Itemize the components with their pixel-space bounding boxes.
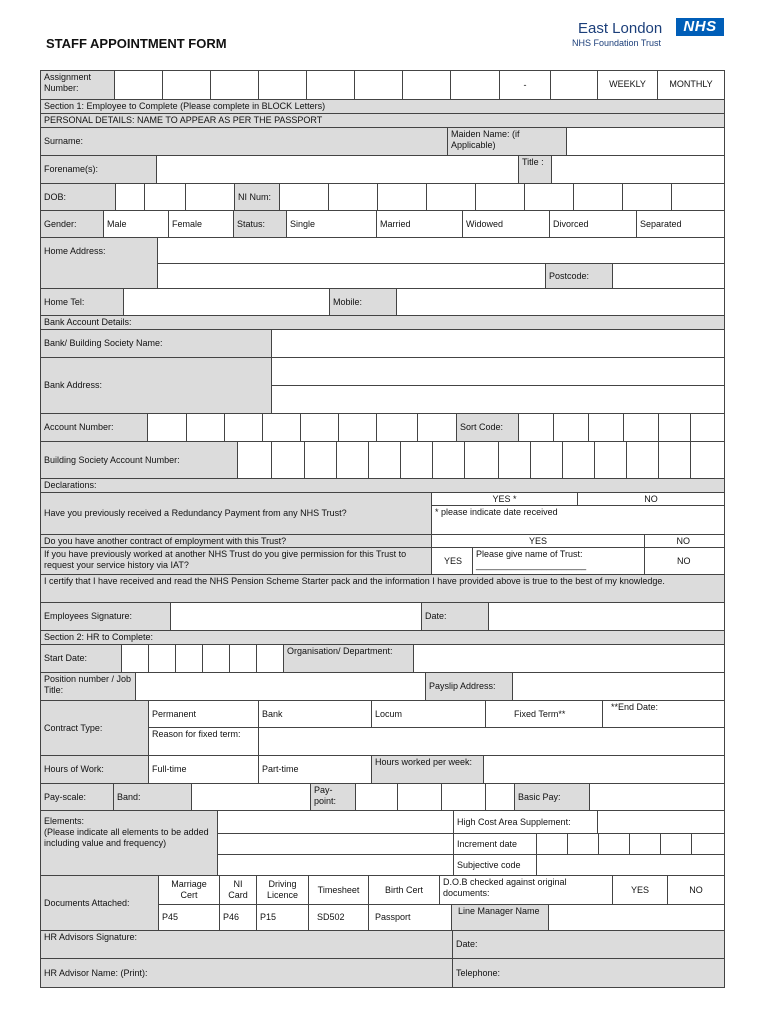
forenames-label: Forename(s): xyxy=(40,155,157,184)
assignment-box[interactable] xyxy=(162,70,211,100)
doc-timesheet[interactable]: Timesheet xyxy=(308,875,369,905)
home-address-line2[interactable] xyxy=(157,263,546,289)
ni-box[interactable] xyxy=(377,183,427,211)
start-date-label: Start Date: xyxy=(40,644,122,673)
part-time-option[interactable]: Part-time xyxy=(258,755,372,784)
bs-account-box[interactable] xyxy=(530,441,563,479)
start-date-box[interactable] xyxy=(202,644,230,673)
organisation-label: Organisation/ Department: xyxy=(283,644,414,673)
dob-box[interactable] xyxy=(144,183,186,211)
end-date-field[interactable]: **End Date: xyxy=(602,700,725,728)
employee-signature-field[interactable] xyxy=(170,602,422,631)
hr-date-label: Date: xyxy=(452,930,725,959)
trust-name-line: ______________________ xyxy=(476,560,587,570)
elements-field[interactable] xyxy=(217,833,454,855)
hours-per-week-label: Hours worked per week: xyxy=(371,755,484,784)
bs-account-box[interactable] xyxy=(464,441,499,479)
assignment-box[interactable] xyxy=(550,70,598,100)
bank-name-field[interactable] xyxy=(271,329,725,358)
q-permission: If you have previously worked at another NHS Trust do you give permission for this Trust to request your service history via IAT? xyxy=(40,547,432,575)
pay-point-box[interactable] xyxy=(441,783,486,811)
high-cost-label: High Cost Area Supplement: xyxy=(453,810,598,834)
locum-option[interactable]: Locum xyxy=(371,700,486,728)
doc-ni-card[interactable]: NI Card xyxy=(219,875,257,905)
certify-statement: I certify that I have received and read the NHS Pension Scheme Starter pack and the information I have provided above is true to the best of my knowledge. xyxy=(40,574,725,603)
status-label: Status: xyxy=(233,210,287,238)
dob-label: DOB: xyxy=(40,183,116,211)
ni-box[interactable] xyxy=(573,183,623,211)
married-option[interactable]: Married xyxy=(376,210,463,238)
another-contract-no[interactable]: NO xyxy=(644,534,725,548)
section2-heading: Section 2: HR to Complete: xyxy=(40,630,725,645)
assignment-dash: - xyxy=(499,70,551,100)
trust-name-box[interactable] xyxy=(472,547,645,575)
account-box[interactable] xyxy=(186,413,225,442)
mobile-field[interactable] xyxy=(396,288,725,316)
surname-label: Surname: xyxy=(40,127,448,156)
home-tel-field[interactable] xyxy=(123,288,330,316)
ni-box[interactable] xyxy=(475,183,525,211)
start-date-box[interactable] xyxy=(175,644,203,673)
position-label: Position number / Job Title: xyxy=(40,672,136,701)
hr-name-label: HR Advisor Name: (Print): xyxy=(40,958,453,988)
bank-option[interactable]: Bank xyxy=(258,700,372,728)
permission-no[interactable]: NO xyxy=(644,547,725,575)
sort-code-box[interactable] xyxy=(690,413,725,442)
bank-address-line2[interactable] xyxy=(271,385,725,414)
line-manager-field[interactable] xyxy=(548,904,725,931)
single-option[interactable]: Single xyxy=(286,210,377,238)
weekly-option[interactable]: WEEKLY xyxy=(597,70,658,100)
increment-date-box[interactable] xyxy=(660,833,692,855)
bs-account-box[interactable] xyxy=(368,441,401,479)
nhs-badge: NHS xyxy=(676,18,724,36)
start-date-box[interactable] xyxy=(121,644,149,673)
fixed-term-option[interactable]: Fixed Term** xyxy=(485,700,603,728)
doc-p15[interactable]: P15 xyxy=(256,904,309,931)
start-date-box[interactable] xyxy=(229,644,257,673)
permission-yes[interactable]: YES xyxy=(431,547,473,575)
sort-code-box[interactable] xyxy=(588,413,624,442)
line-manager-label: Line Manager Name xyxy=(451,904,549,931)
assignment-box[interactable] xyxy=(306,70,355,100)
organisation-field[interactable] xyxy=(413,644,725,673)
doc-birth-cert[interactable]: Birth Cert xyxy=(368,875,440,905)
dob-box[interactable] xyxy=(115,183,145,211)
bank-address-line1[interactable] xyxy=(271,357,725,386)
subjective-code-label: Subjective code xyxy=(453,854,537,876)
reason-fixed-field[interactable] xyxy=(258,727,725,756)
doc-p45[interactable]: P45 xyxy=(158,904,220,931)
account-box[interactable] xyxy=(338,413,377,442)
account-number-label: Account Number: xyxy=(40,413,148,442)
assignment-box[interactable] xyxy=(258,70,307,100)
payslip-address-field[interactable] xyxy=(512,672,725,701)
increment-date-box[interactable] xyxy=(691,833,725,855)
doc-marriage-cert[interactable]: Marriage Cert xyxy=(158,875,220,905)
bs-account-box[interactable] xyxy=(498,441,531,479)
hr-signature-label: HR Advisors Signature: xyxy=(40,930,453,959)
form-title: STAFF APPOINTMENT FORM xyxy=(46,36,227,51)
bs-account-box[interactable] xyxy=(594,441,627,479)
documents-attached-label: Documents Attached: xyxy=(40,875,159,931)
widowed-option[interactable]: Widowed xyxy=(462,210,550,238)
doc-sd502[interactable]: SD502 xyxy=(308,904,369,931)
ni-box[interactable] xyxy=(426,183,476,211)
increment-date-label: Increment date xyxy=(453,833,537,855)
full-time-option[interactable]: Full-time xyxy=(148,755,259,784)
redundancy-no[interactable]: NO xyxy=(577,492,725,506)
bs-account-box[interactable] xyxy=(336,441,369,479)
ni-box[interactable] xyxy=(328,183,378,211)
female-option[interactable]: Female xyxy=(168,210,234,238)
telephone-label: Telephone: xyxy=(452,958,725,988)
maiden-name-label: Maiden Name: (if Applicable) xyxy=(447,127,567,156)
ni-num-label: NI Num: xyxy=(234,183,280,211)
divorced-option[interactable]: Divorced xyxy=(549,210,637,238)
ni-box[interactable] xyxy=(671,183,725,211)
pay-scale-label: Pay-scale: xyxy=(40,783,114,811)
reason-fixed-label: Reason for fixed term: xyxy=(148,727,259,756)
assignment-box[interactable] xyxy=(402,70,451,100)
account-box[interactable] xyxy=(376,413,418,442)
redundancy-yes[interactable]: YES * xyxy=(431,492,578,506)
mobile-label: Mobile: xyxy=(329,288,397,316)
doc-driving-licence[interactable]: Driving Licence xyxy=(256,875,309,905)
sort-code-box[interactable] xyxy=(623,413,659,442)
payslip-address-label: Payslip Address: xyxy=(425,672,513,701)
logo-org: East London xyxy=(578,20,663,37)
ni-box[interactable] xyxy=(622,183,672,211)
assignment-label: Assignment Number: xyxy=(40,70,115,100)
increment-date-box[interactable] xyxy=(536,833,568,855)
permanent-option[interactable]: Permanent xyxy=(148,700,259,728)
redundancy-date-note[interactable]: * please indicate date received xyxy=(431,505,725,535)
employee-date-field[interactable] xyxy=(488,602,725,631)
home-address-label: Home Address: xyxy=(40,237,158,289)
title-label: Title : xyxy=(518,155,552,184)
bank-address-label: Bank Address: xyxy=(40,357,272,414)
dob-checked-no[interactable]: NO xyxy=(667,875,725,905)
high-cost-field[interactable] xyxy=(597,810,725,834)
home-tel-label: Home Tel: xyxy=(40,288,124,316)
bs-account-box[interactable] xyxy=(400,441,433,479)
contract-type-label: Contract Type: xyxy=(40,700,149,756)
bs-account-box[interactable] xyxy=(304,441,337,479)
bank-name-label: Bank/ Building Society Name: xyxy=(40,329,272,358)
account-box[interactable] xyxy=(300,413,339,442)
increment-date-box[interactable] xyxy=(629,833,661,855)
sort-code-box[interactable] xyxy=(518,413,554,442)
forenames-field[interactable] xyxy=(156,155,519,184)
section1-heading: Section 1: Employee to Complete (Please complete in BLOCK Letters) xyxy=(40,99,725,114)
account-box[interactable] xyxy=(224,413,263,442)
hours-per-week-field[interactable] xyxy=(483,755,725,784)
sort-code-label: Sort Code: xyxy=(456,413,519,442)
personal-details-heading: PERSONAL DETAILS: NAME TO APPEAR AS PER THE PASSPORT xyxy=(40,113,725,128)
employee-date-label: Date: xyxy=(421,602,489,631)
trust-name-label: Please give name of Trust: xyxy=(476,549,583,559)
pay-point-box[interactable] xyxy=(397,783,442,811)
assignment-box[interactable] xyxy=(450,70,500,100)
assignment-box[interactable] xyxy=(354,70,403,100)
bs-account-box[interactable] xyxy=(626,441,659,479)
account-box[interactable] xyxy=(147,413,187,442)
hours-of-work-label: Hours of Work: xyxy=(40,755,149,784)
pay-point-box[interactable] xyxy=(485,783,515,811)
separated-option[interactable]: Separated xyxy=(636,210,725,238)
bs-account-box[interactable] xyxy=(237,441,272,479)
basic-pay-label: Basic Pay: xyxy=(514,783,590,811)
ni-box[interactable] xyxy=(279,183,329,211)
band-field[interactable] xyxy=(191,783,311,811)
account-box[interactable] xyxy=(417,413,457,442)
dob-checked-label: D.O.B checked against original documents: xyxy=(439,875,613,905)
q-another-contract: Do you have another contract of employment with this Trust? xyxy=(40,534,432,548)
elements-field[interactable] xyxy=(217,854,454,876)
nhs-logo xyxy=(572,18,728,52)
increment-date-box[interactable] xyxy=(567,833,599,855)
home-address-line1[interactable] xyxy=(157,237,725,264)
position-field[interactable] xyxy=(135,672,426,701)
pay-point-label: Pay-point: xyxy=(310,783,356,811)
elements-label: Elements: (Please indicate all elements to be added including value and frequency) xyxy=(40,810,218,876)
pay-point-box[interactable] xyxy=(355,783,398,811)
bs-account-box[interactable] xyxy=(690,441,725,479)
increment-date-box[interactable] xyxy=(598,833,630,855)
postcode-label: Postcode: xyxy=(545,263,613,289)
assignment-box[interactable] xyxy=(114,70,163,100)
bs-account-box[interactable] xyxy=(562,441,595,479)
monthly-option[interactable]: MONTHLY xyxy=(657,70,725,100)
postcode-field[interactable] xyxy=(612,263,725,289)
account-box[interactable] xyxy=(262,413,301,442)
employee-signature-label: Employees Signature: xyxy=(40,602,171,631)
sort-code-box[interactable] xyxy=(658,413,691,442)
bs-account-box[interactable] xyxy=(432,441,465,479)
start-date-box[interactable] xyxy=(148,644,176,673)
start-date-box[interactable] xyxy=(256,644,284,673)
subjective-code-field[interactable] xyxy=(536,854,725,876)
logo-trust: NHS Foundation Trust xyxy=(572,38,662,48)
doc-passport[interactable]: Passport xyxy=(368,904,452,931)
gender-label: Gender: xyxy=(40,210,104,238)
band-label: Band: xyxy=(113,783,192,811)
q-redundancy: Have you previously received a Redundancy Payment from any NHS Trust? xyxy=(40,492,432,535)
basic-pay-field[interactable] xyxy=(589,783,725,811)
another-contract-yes[interactable]: YES xyxy=(431,534,645,548)
dob-box[interactable] xyxy=(185,183,235,211)
male-option[interactable]: Male xyxy=(103,210,169,238)
title-field[interactable] xyxy=(551,155,725,184)
ni-box[interactable] xyxy=(524,183,574,211)
declarations-heading: Declarations: xyxy=(40,478,725,493)
bs-account-number-label: Building Society Account Number: xyxy=(40,441,238,479)
bank-details-heading: Bank Account Details: xyxy=(40,315,725,330)
maiden-name-field[interactable] xyxy=(566,127,725,156)
sort-code-box[interactable] xyxy=(553,413,589,442)
elements-field[interactable] xyxy=(217,810,454,834)
dob-checked-yes[interactable]: YES xyxy=(612,875,668,905)
bs-account-box[interactable] xyxy=(658,441,691,479)
doc-p46[interactable]: P46 xyxy=(219,904,257,931)
assignment-box[interactable] xyxy=(210,70,259,100)
bs-account-box[interactable] xyxy=(271,441,305,479)
